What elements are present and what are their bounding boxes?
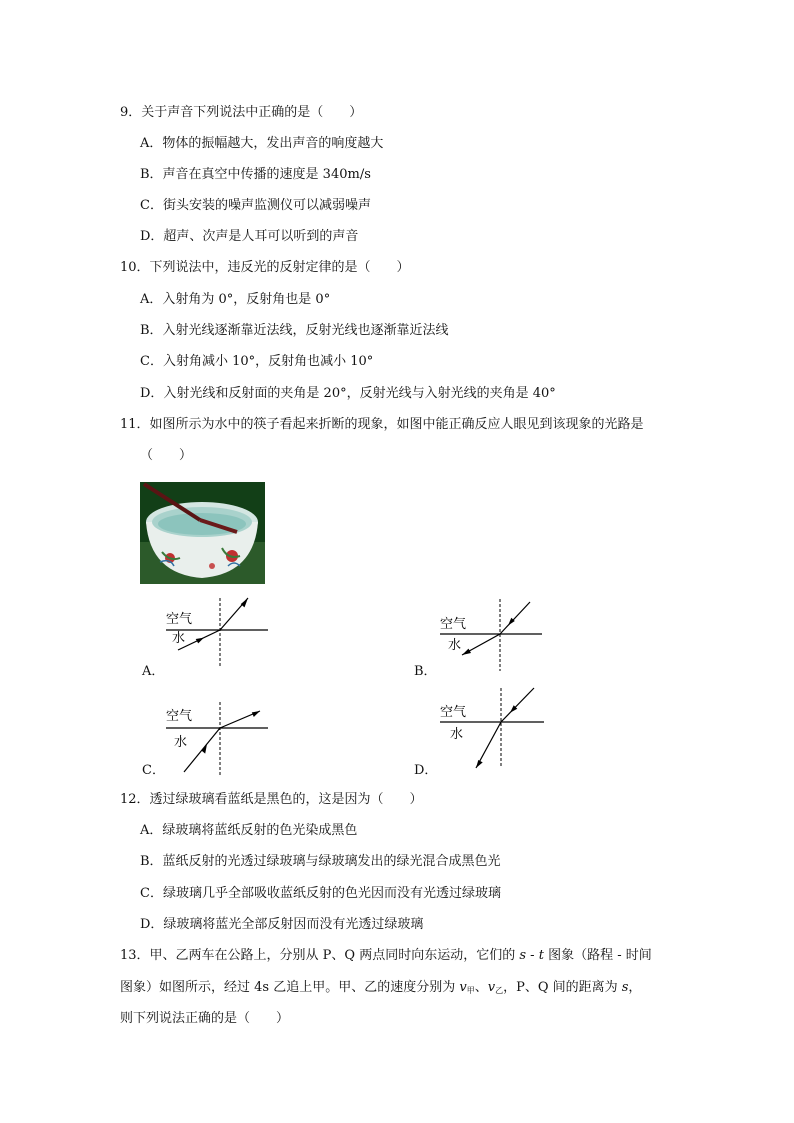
diagram-b-water-label: 水: [448, 638, 462, 653]
q12-stem: 12．透过绿玻璃看蓝纸是黑色的，这是因为（ ）: [120, 792, 423, 807]
q13-line-3: 则下列说法正确的是（ ）: [120, 1011, 290, 1026]
q12-option-d: D．绿玻璃将蓝光全部反射因而没有光透过绿玻璃: [140, 917, 424, 932]
q9-option-c: C．街头安装的噪声监测仪可以减弱噪声: [140, 198, 371, 213]
q10-option-c: C．入射角减小 10°，反射角也减小 10°: [140, 354, 374, 369]
diagram-b: [438, 597, 553, 677]
q13-var-v: v: [487, 980, 496, 995]
q13-sub-jia: 甲: [466, 986, 475, 995]
q11-blank: （ ）: [140, 448, 193, 463]
q13-line-2: [120, 979, 641, 1000]
diagram-c-label: C．: [142, 763, 165, 778]
q10-stem: 10．下列说法中，违反光的反射定律的是（ ）: [120, 260, 410, 275]
diagram-c-water-label: 水: [174, 735, 188, 750]
q13-dash: -: [526, 948, 539, 963]
q9-option-a: A．物体的振幅越大，发出声音的响度越大: [140, 136, 384, 151]
diagram-a: [160, 592, 280, 672]
q13-text: 13．甲、乙两车在公路上，分别从 P、Q 两点同时向东运动，它们的: [120, 948, 520, 963]
q13-sub-yi: 乙: [495, 986, 504, 995]
q9-stem: 9．关于声音下列说法中正确的是（ ）: [120, 105, 363, 120]
q12-option-a: A．绿玻璃将蓝纸反射的色光染成黑色: [140, 823, 358, 838]
diagram-c-air-label: 空气: [166, 709, 193, 724]
diagram-a-label: A．: [142, 664, 165, 679]
diagram-d-air-label: 空气: [440, 705, 467, 720]
q13-sep: 、: [474, 980, 488, 995]
diagram-a-water-label: 水: [172, 631, 186, 646]
q13-text: ，: [628, 980, 642, 995]
q13-var-s: s: [519, 948, 527, 963]
diagram-b-label: B．: [414, 664, 437, 679]
q13-var-t: t: [538, 948, 544, 963]
chopsticks-in-bowl-photo: [140, 482, 265, 584]
q9-option-d: D．超声、次声是人耳可以听到的声音: [140, 229, 359, 244]
q13-line-1: [120, 947, 652, 965]
q13-text: 图象）如图所示，经过 4s 乙追上甲。甲、乙的速度分别为: [120, 980, 460, 995]
q13-text: 图象（路程 - 时间: [543, 948, 652, 963]
diagram-a-air-label: 空气: [166, 612, 193, 627]
q12-option-b: B．蓝纸反射的光透过绿玻璃与绿玻璃发出的绿光混合成黑色光: [140, 854, 501, 869]
q11-stem: 11．如图所示为水中的筷子看起来折断的现象，如图中能正确反应人眼见到该现象的光路是: [120, 417, 644, 432]
diagram-b-air-label: 空气: [440, 617, 467, 632]
diagram-d-water-label: 水: [450, 727, 464, 742]
q13-var-s: s: [621, 980, 629, 995]
q13-var-v: v: [459, 980, 467, 995]
q12-option-c: C．绿玻璃几乎全部吸收蓝纸反射的色光因而没有光透过绿玻璃: [140, 886, 501, 901]
q10-option-b: B．入射光线逐渐靠近法线，反射光线也逐渐靠近法线: [140, 323, 449, 338]
q10-option-a: A．入射角为 0°，反射角也是 0°: [140, 292, 331, 307]
q10-option-d: D．入射光线和反射面的夹角是 20°，反射光线与入射光线的夹角是 40°: [140, 386, 556, 401]
diagram-d: [438, 686, 553, 774]
q13-text: ，P、Q 间的距离为: [503, 980, 622, 995]
diagram-d-label: D．: [414, 763, 438, 778]
q9-option-b: B．声音在真空中传播的速度是 340m/s: [140, 167, 371, 182]
diagram-c: [160, 700, 280, 780]
